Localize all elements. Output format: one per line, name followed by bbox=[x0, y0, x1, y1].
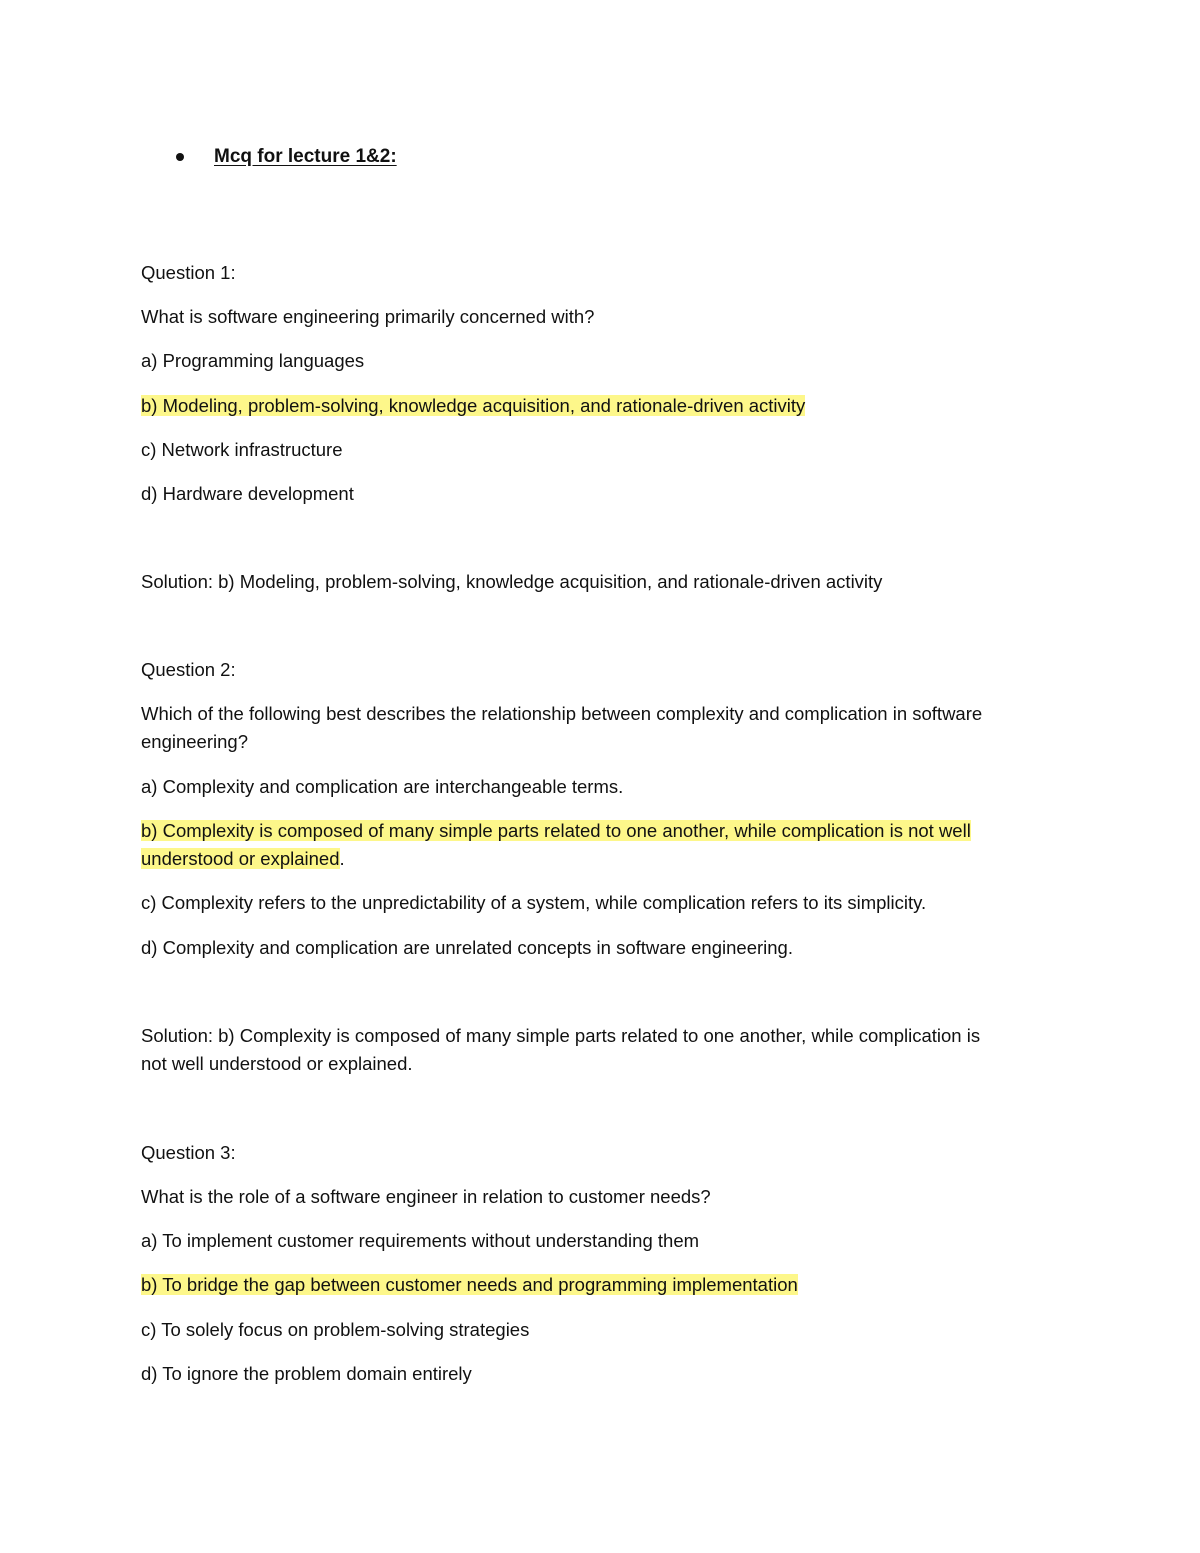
page-heading: Mcq for lecture 1&2: bbox=[214, 146, 397, 167]
question-2-option-a: a) Complexity and complication are interchangeable terms. bbox=[141, 776, 624, 797]
question-2-solution-line-1: Solution: b) Complexity is composed of many simple parts related to one another, while complication is bbox=[141, 1025, 981, 1046]
question-3-option-c: c) To solely focus on problem-solving strategies bbox=[141, 1319, 530, 1340]
question-2-solution-line-2: not well understood or explained. bbox=[141, 1053, 413, 1074]
question-3-label: Question 3: bbox=[141, 1142, 236, 1163]
question-3-option-b bbox=[141, 1271, 1071, 1299]
question-3-option-d: d) To ignore the problem domain entirely bbox=[141, 1363, 472, 1384]
question-1-text: What is software engineering primarily concerned with? bbox=[141, 306, 595, 327]
bullet-icon bbox=[176, 153, 184, 161]
question-1-option-a: a) Programming languages bbox=[141, 350, 365, 371]
heading-row bbox=[172, 144, 397, 170]
question-2-option-d: d) Complexity and complication are unrelated concepts in software engineering. bbox=[141, 937, 793, 958]
question-2-label: Question 2: bbox=[141, 659, 236, 680]
question-3-option-a: a) To implement customer requirements without understanding them bbox=[141, 1230, 700, 1251]
question-2-text-line-2: engineering? bbox=[141, 731, 248, 752]
question-2-text-line-1: Which of the following best describes the relationship between complexity and complication in software bbox=[141, 703, 983, 724]
question-1-label: Question 1: bbox=[141, 262, 236, 283]
question-1-option-c: c) Network infrastructure bbox=[141, 439, 343, 460]
question-2-option-b-line-1 bbox=[141, 817, 1071, 845]
question-2-option-b-highlight-1: b) Complexity is composed of many simple parts related to one another, while complication is not well bbox=[141, 820, 971, 841]
question-2-option-c: c) Complexity refers to the unpredictability of a system, while complication refers to its simplicity. bbox=[141, 892, 927, 913]
question-1-option-b bbox=[141, 392, 1071, 420]
question-2-option-b-line-2 bbox=[141, 845, 1071, 873]
question-1-solution: Solution: b) Modeling, problem-solving, knowledge acquisition, and rationale-driven activity bbox=[141, 571, 883, 592]
question-1-option-b-highlight: b) Modeling, problem-solving, knowledge acquisition, and rationale-driven activity bbox=[141, 395, 806, 416]
question-2-option-b-highlight-2: understood or explained bbox=[141, 848, 340, 869]
question-3-option-b-highlight: b) To bridge the gap between customer needs and programming implementation bbox=[141, 1274, 798, 1295]
question-3-text: What is the role of a software engineer in relation to customer needs? bbox=[141, 1186, 711, 1207]
question-2-option-b-tail: . bbox=[339, 848, 345, 869]
question-1-option-d: d) Hardware development bbox=[141, 483, 354, 504]
